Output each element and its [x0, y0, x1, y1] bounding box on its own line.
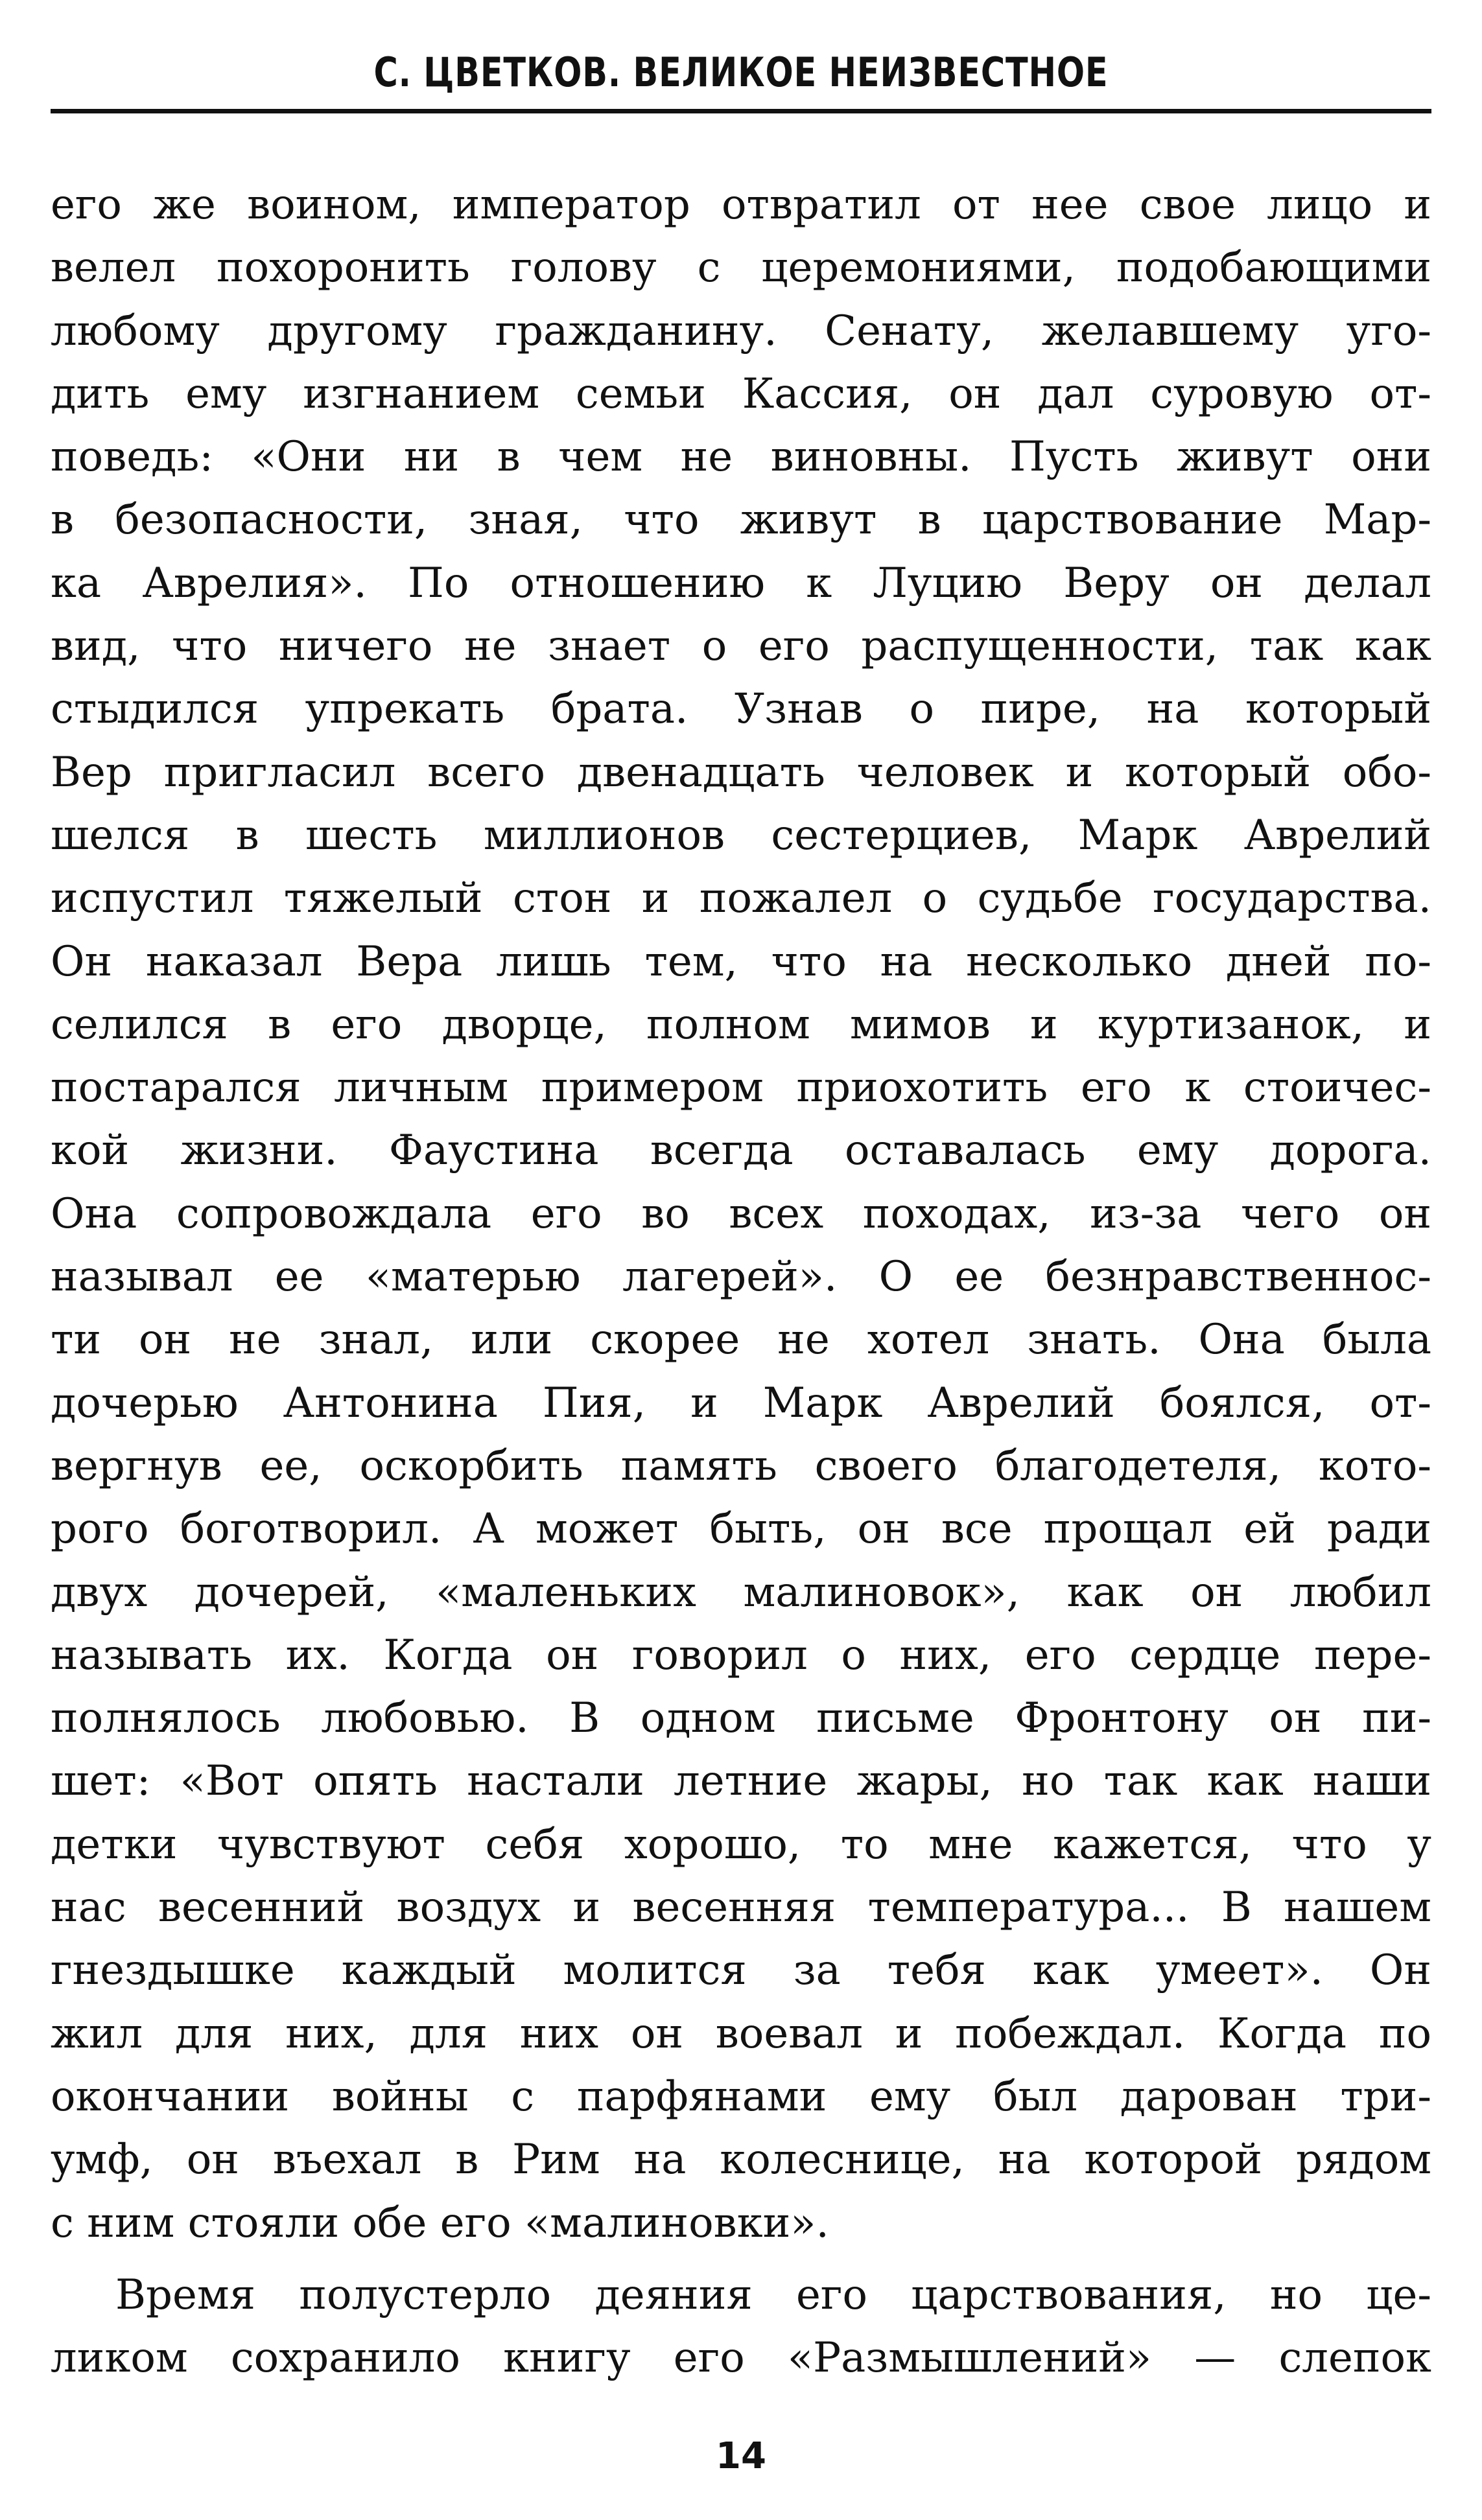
header-rule	[51, 109, 1431, 113]
text-line: Она сопровождала его во всех походах, из-за чего он	[51, 1189, 1431, 1238]
text-line: называл ее «матерью лагерей». О ее безнравственнос-	[51, 1253, 1431, 1301]
text-line: вид, что ничего не знает о его распущенности, так как	[51, 622, 1431, 671]
text-line: кой жизни. Фаустина всегда оставалась ему дорога.	[51, 1126, 1431, 1175]
text-line: ка Аврелия». По отношению к Луцию Веру он делал	[51, 559, 1431, 607]
text-line: Он наказал Вера лишь тем, что на несколько дней по-	[51, 937, 1431, 986]
text-line: детки чувствуют себя хорошо, то мне кажется, что у	[51, 1820, 1431, 1869]
page-number: 14	[716, 2435, 766, 2477]
text-line: с ним стояли обе его «малиновки».	[51, 2199, 829, 2247]
text-line: ликом сохранило книгу его «Размышлений» — слепок	[51, 2334, 1431, 2383]
text-line: его же воином, император отвратил от нее свое лицо и	[51, 181, 1431, 229]
text-line: стыдился упрекать брата. Узнав о пире, на который	[51, 685, 1431, 734]
text-line: Время полустерло деяния его царствования, но це-	[115, 2270, 1431, 2319]
text-line: ти он не знал, или скорее не хотел знать. Она была	[51, 1316, 1431, 1364]
text-line: Вер пригласил всего двенадцать человек и который обо-	[51, 748, 1431, 797]
text-line: гнездышке каждый молится за тебя как умеет». Он	[51, 1946, 1431, 1995]
text-line: двух дочерей, «маленьких малиновок», как он любил	[51, 1568, 1431, 1616]
text-line: шелся в шесть миллионов сестерциев, Марк Аврелий	[51, 811, 1431, 859]
text-line: окончании войны с парфянами ему был дарован три-	[51, 2072, 1431, 2121]
paragraph-gap	[51, 2255, 1431, 2264]
text-line: поведь: «Они ни в чем не виновны. Пусть живут они	[51, 433, 1431, 482]
text-line: нас весенний воздух и весенняя температура... В нашем	[51, 1884, 1431, 1932]
text-line: рого боготворил. А может быть, он все прощал ей ради	[51, 1505, 1431, 1554]
text-line: испустил тяжелый стон и пожалел о судьбе государства.	[51, 874, 1431, 923]
paragraph-2	[51, 2264, 1431, 2390]
text-line: называть их. Когда он говорил о них, его сердце пере-	[51, 1631, 1431, 1679]
text-line: жил для них, для них он воевал и побеждал. Когда по	[51, 2009, 1431, 2058]
text-line: в безопасности, зная, что живут в царствование Мар-	[51, 496, 1431, 544]
text-line: шет: «Вот опять настали летние жары, но так как наши	[51, 1757, 1431, 1806]
body-text	[51, 174, 1431, 2390]
text-line: селился в его дворце, полном мимов и куртизанок, и	[51, 1000, 1431, 1049]
paragraph-1	[51, 174, 1431, 2255]
text-line: постарался личным примером приохотить его к стоичес-	[51, 1064, 1431, 1112]
running-head: С. ЦВЕТКОВ. ВЕЛИКОЕ НЕИЗВЕСТНОЕ	[373, 49, 1109, 96]
text-line: умф, он въехал в Рим на колеснице, на которой рядом	[51, 2136, 1431, 2184]
text-line: вергнув ее, оскорбить память своего благодетеля, кото-	[51, 1441, 1431, 1490]
text-line: любому другому гражданину. Сенату, желавшему уго-	[51, 307, 1431, 355]
text-line: дочерью Антонина Пия, и Марк Аврелий боялся, от-	[51, 1379, 1431, 1427]
text-line: полнялось любовью. В одном письме Фронтону он пи-	[51, 1694, 1431, 1743]
text-line: дить ему изгнанием семьи Кассия, он дал суровую от-	[51, 369, 1431, 418]
text-line: велел похоронить голову с церемониями, подобающими	[51, 244, 1431, 292]
